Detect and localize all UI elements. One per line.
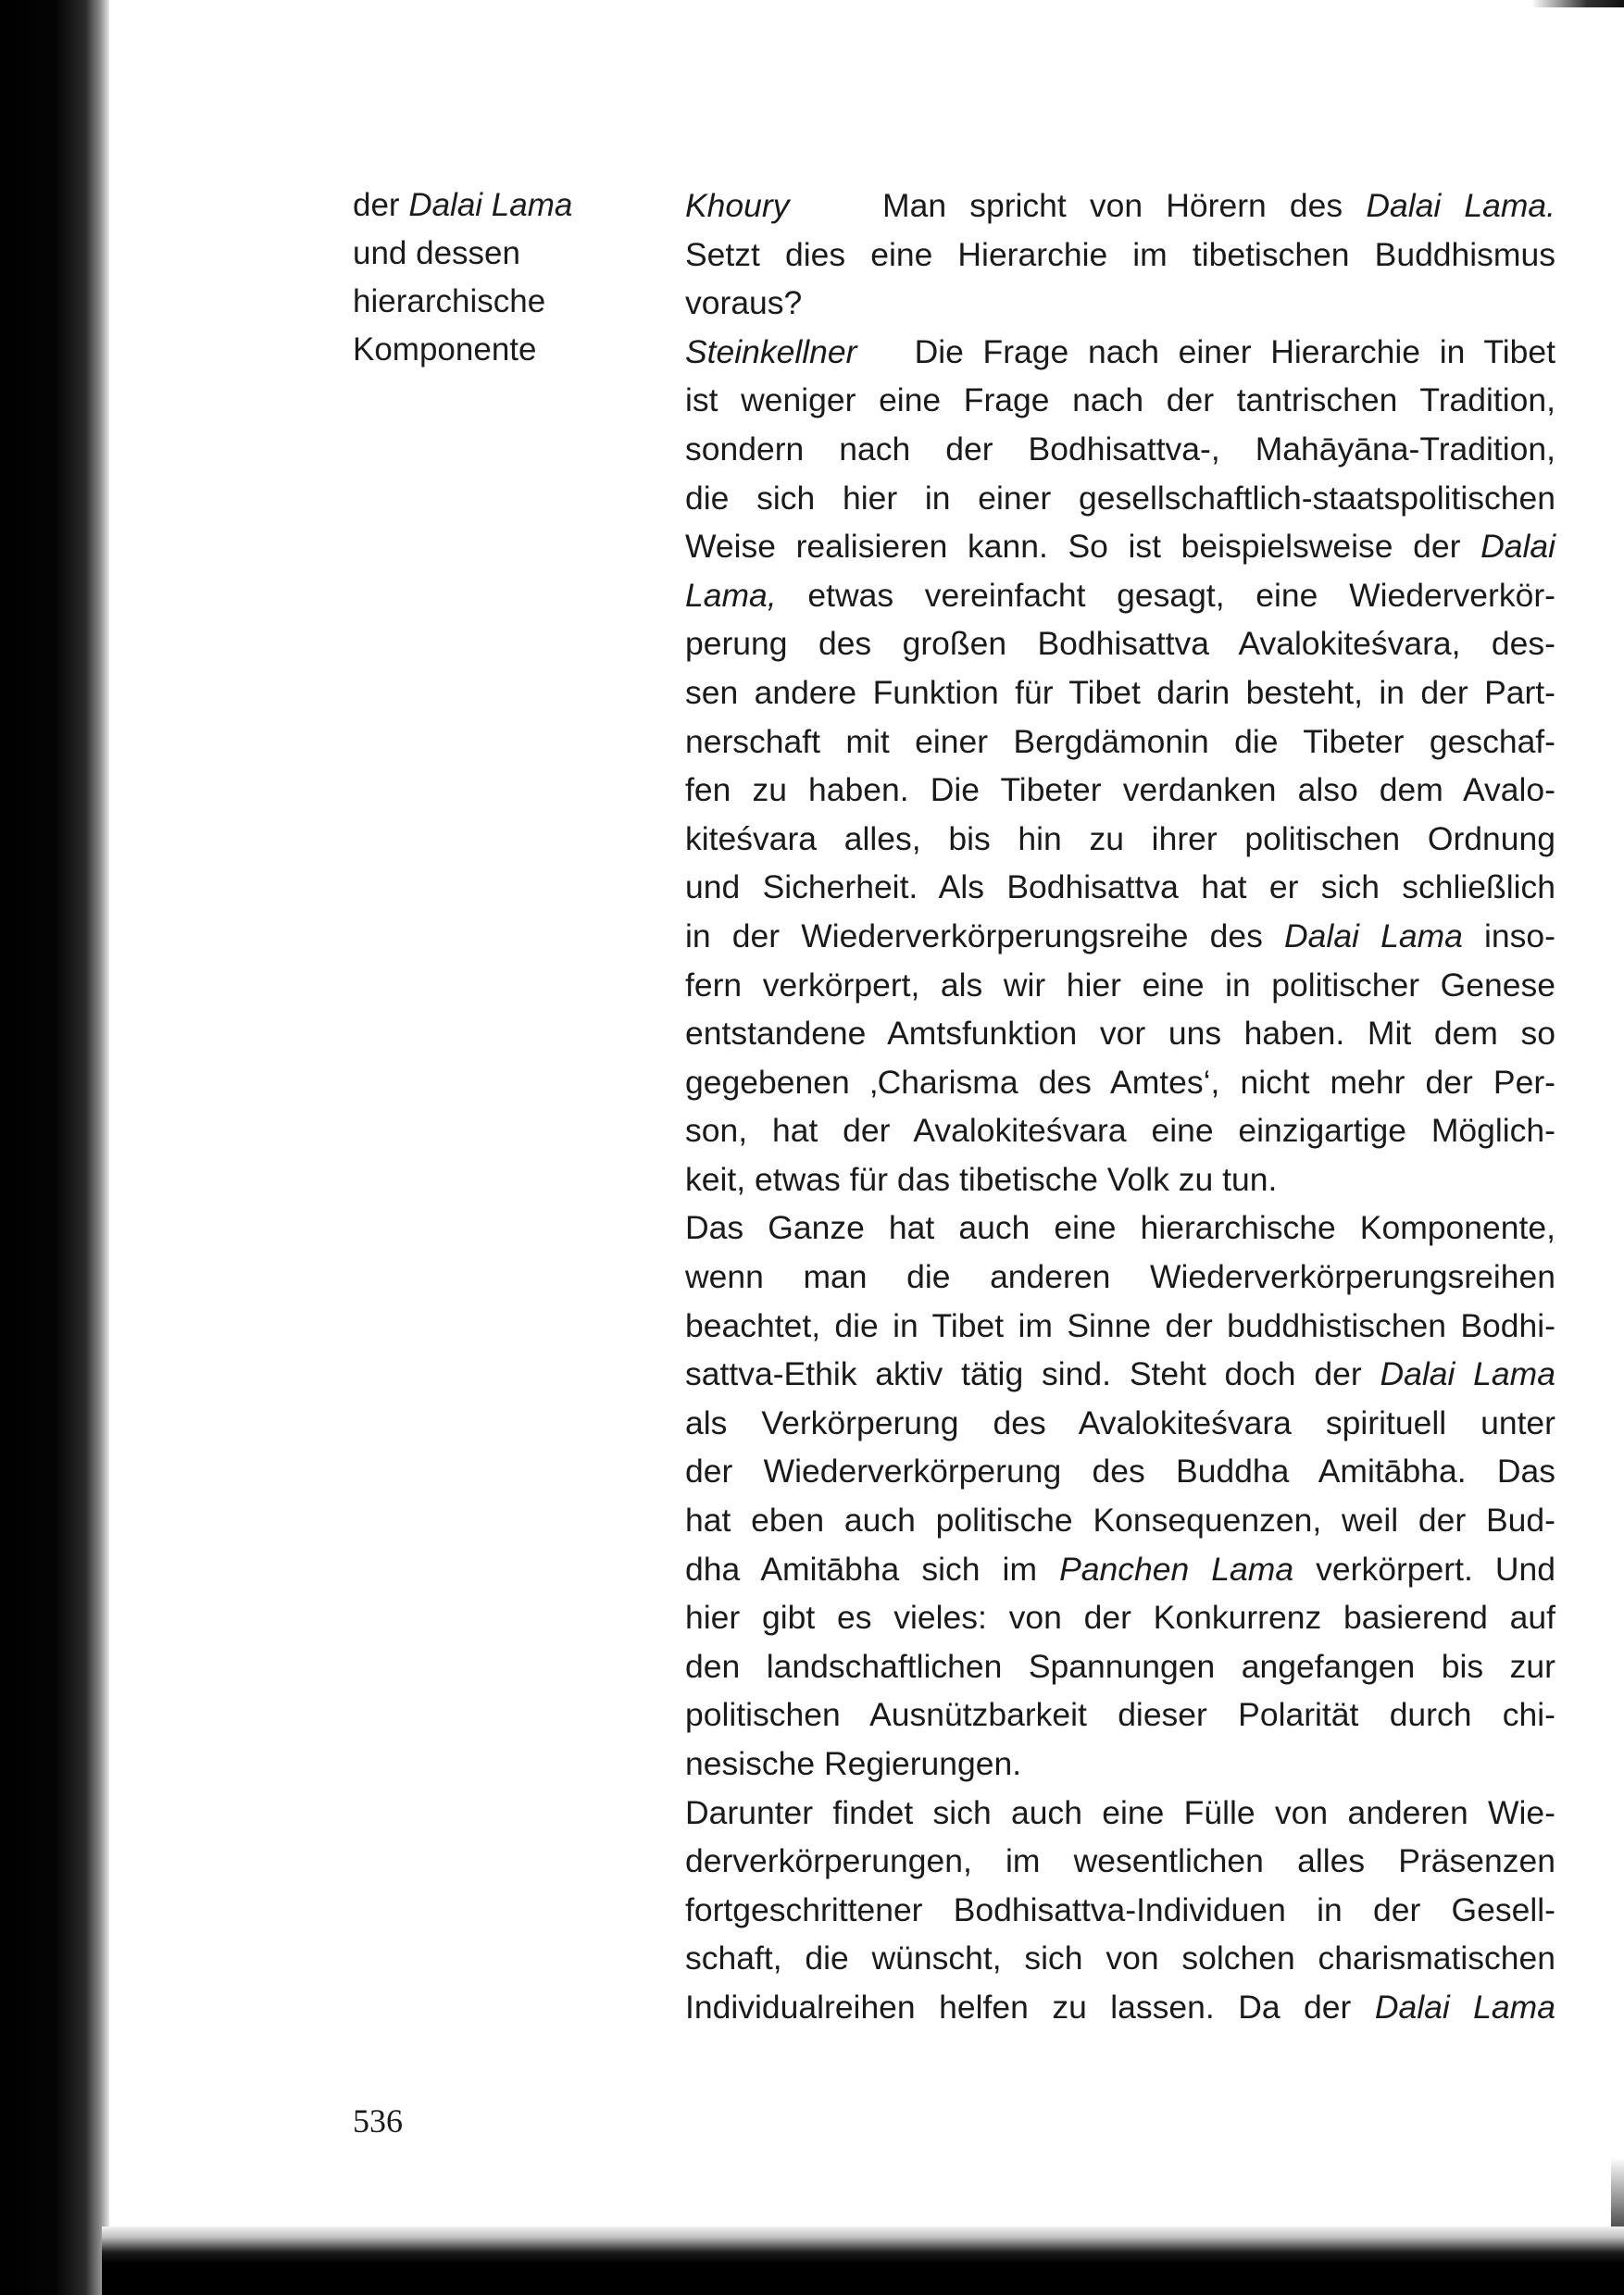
text-line: fortgeschrittener Bodhisattva-Individuen in der Gesell- (685, 1890, 1555, 1928)
text-line: fern verkörpert, als wir hier eine in politischer Genese (685, 966, 1555, 1004)
text-line: als Verkörperung des Avalokiteśvara spirituell unter (685, 1403, 1555, 1441)
text-line: keit, etwas für das tibetische Volk zu tun. (685, 1160, 1278, 1198)
text-line: in der Wiederverkörperungsreihe des Dalai Lama inso- (685, 917, 1555, 954)
scan-shadow-top (1531, 0, 1624, 7)
speaker-name: Steinkellner (685, 332, 857, 370)
text-line: ist weniger eine Frage nach der tantrischen Tradition, (685, 381, 1555, 419)
text-line: sen andere Funktion für Tibet darin besteht, in der Part- (685, 673, 1555, 711)
text-line: sattva-Ethik aktiv tätig sind. Steht doch der Dalai Lama (685, 1355, 1555, 1393)
margin-note (353, 181, 631, 374)
text-line: kiteśvara alles, bis hin zu ihrer politischen Ordnung (685, 819, 1555, 857)
page-number: 536 (353, 2102, 403, 2139)
text-line: sondern nach der Bodhisattva-, Mahāyāna-Tradition, (685, 430, 1555, 468)
text-line: son, hat der Avalokiteśvara eine einzigartige Möglich- (685, 1112, 1555, 1150)
text-line: Weise realisieren kann. So ist beispielsweise der Dalai (685, 528, 1555, 566)
text-line: schaft, die wünscht, sich von solchen charismatischen (685, 1940, 1555, 1977)
text-line: Individualreihen helfen zu lassen. Da der Dalai Lama (685, 1988, 1555, 2026)
margin-note-line: Komponente (353, 331, 537, 368)
text-line: perung des großen Bodhisattva Avalokiteśvara, des- (685, 625, 1555, 663)
scan-shadow-left (0, 0, 109, 2295)
text-line: Steinkellner Die Frage nach einer Hierarchie in Tibet (685, 332, 1555, 370)
text-line: beachtet, die in Tibet im Sinne der buddhistischen Bodhi- (685, 1306, 1555, 1344)
text-line: die sich hier in einer gesellschaftlich-staatspolitischen (685, 479, 1555, 517)
margin-note-line: und dessen (353, 235, 520, 271)
text-line: der Wiederverkörperung des Buddha Amitābha. Das (685, 1453, 1555, 1491)
text-line: Das Ganze hat auch eine hierarchische Komponente, (685, 1209, 1555, 1247)
scan-shadow-bottom (102, 2226, 1624, 2295)
text-line: hat eben auch politische Konsequenzen, weil der Bud- (685, 1502, 1555, 1540)
text-line: gegebenen ‚Charisma des Amtes‘, nicht mehr der Per- (685, 1063, 1555, 1101)
text-line: politischen Ausnützbarkeit dieser Polarität durch chi- (685, 1696, 1555, 1734)
text-line: nesische Regierungen. (685, 1745, 1022, 1782)
text-line: Khoury Man spricht von Hörern des Dalai Lama. (685, 187, 1556, 224)
scan-shadow-corner (1611, 2157, 1624, 2231)
speaker-name: Khoury (685, 187, 790, 224)
text-line: nerschaft mit einer Bergdämonin die Tibeter geschaf- (685, 722, 1555, 760)
text-line: derverkörperungen, im wesentlichen alles Präsenzen (685, 1842, 1555, 1880)
text-line: wenn man die anderen Wiederverkörperungsreihen (685, 1258, 1555, 1296)
text-line: Darunter findet sich auch eine Fülle von anderen Wie- (685, 1793, 1555, 1831)
main-text (685, 181, 1555, 2032)
text-line: entstandene Amtsfunktion vor uns haben. Mit dem so (685, 1015, 1555, 1053)
text-line: Setzt dies eine Hierarchie im tibetischen Buddhismus (685, 235, 1555, 273)
text-line: den landschaftlichen Spannungen angefangen bis zur (685, 1647, 1555, 1685)
text-line: Lama, etwas vereinfacht gesagt, eine Wiederverkör- (685, 576, 1555, 614)
text-line: voraus? (685, 284, 803, 322)
margin-note-line: hierarchische (353, 283, 546, 319)
text-line: hier gibt es vieles: von der Konkurrenz basierend auf (685, 1599, 1555, 1637)
text-line: fen zu haben. Die Tibeter verdanken also dem Avalo- (685, 771, 1555, 809)
text-line: und Sicherheit. Als Bodhisattva hat er sich schließlich (685, 868, 1555, 906)
margin-note-line: der Dalai Lama (353, 187, 573, 223)
text-line: dha Amitābha sich im Panchen Lama verkörpert. Und (685, 1550, 1556, 1588)
